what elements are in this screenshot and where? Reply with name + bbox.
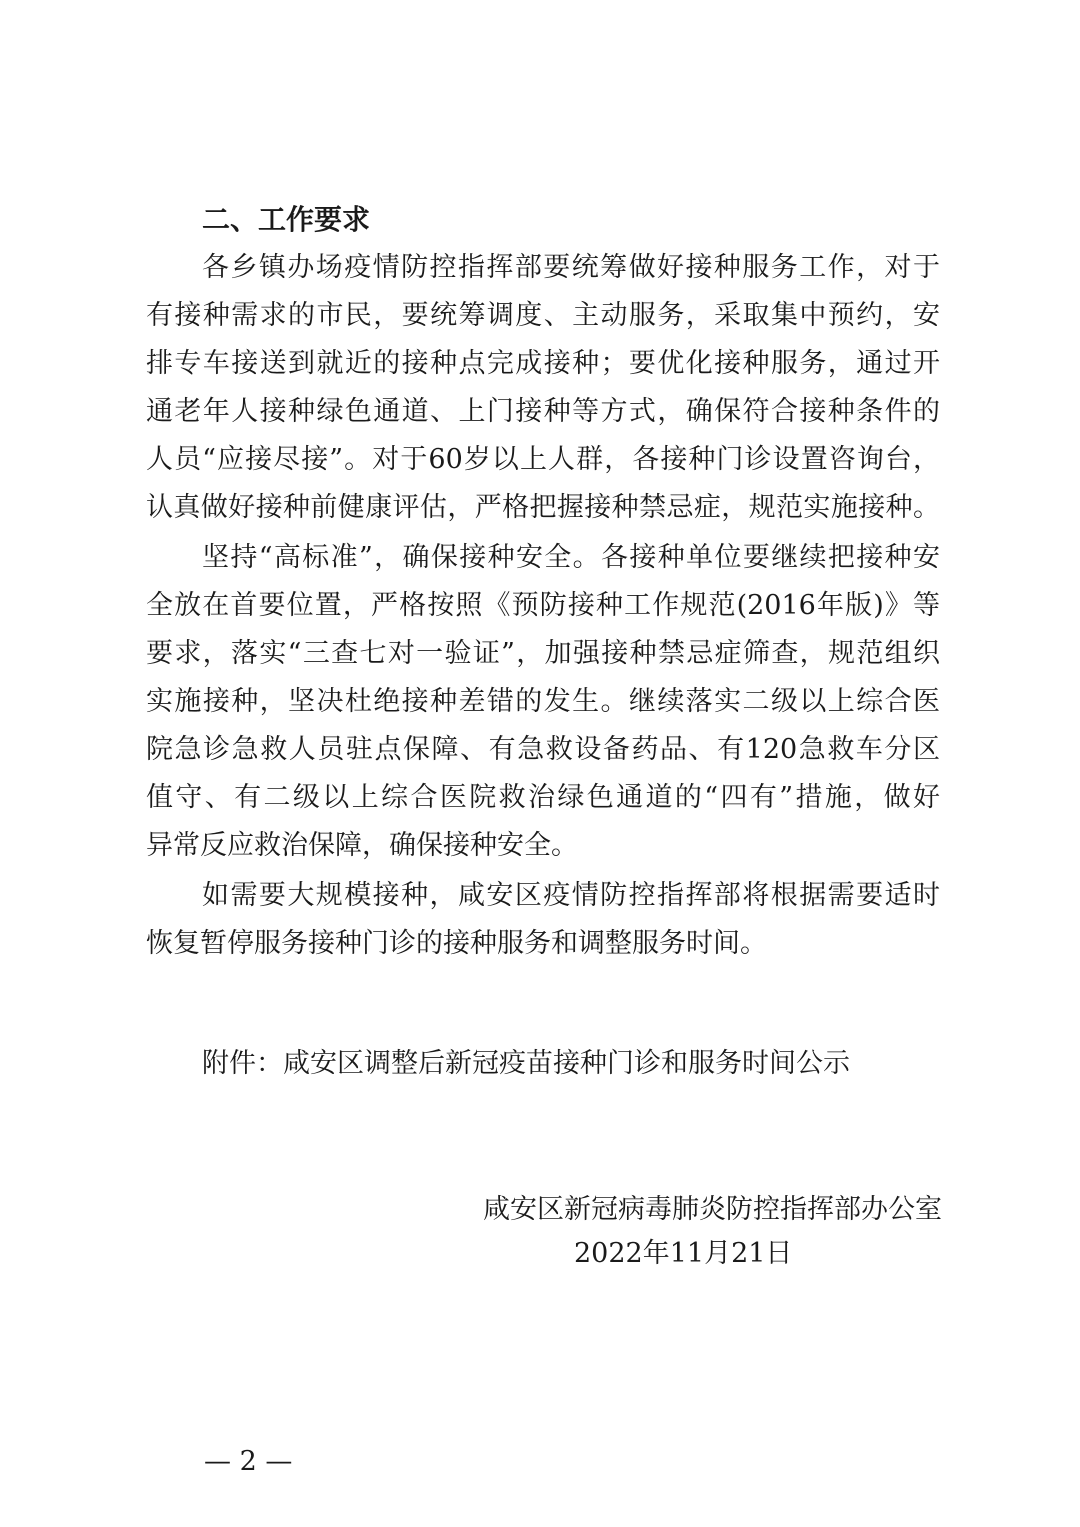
paragraph-3-line-2: 恢复暂停服务接种门诊的接种服务和调整服务时间。	[146, 928, 767, 959]
paragraph-2-line-5: 院急诊急救人员驻点保障、有急救设备药品、有120急救车分区	[146, 734, 940, 765]
paragraph-1-line-5: 人员“应接尽接”。对于60岁以上人群，各接种门诊设置咨询台，	[146, 444, 940, 475]
issue-date: 2022年11月21日	[574, 1238, 793, 1269]
paragraph-2-line-6: 值守、有二级以上综合医院救治绿色通道的“四有”措施，做好	[146, 782, 940, 813]
attachment-note: 附件：咸安区调整后新冠疫苗接种门诊和服务时间公示	[202, 1048, 850, 1079]
paragraph-2-line-2: 全放在首要位置，严格按照《预防接种工作规范(2016年版)》等	[146, 590, 940, 621]
paragraph-2-line-7: 异常反应救治保障，确保接种安全。	[146, 830, 578, 861]
paragraph-1-line-6: 认真做好接种前健康评估，严格把握接种禁忌症，规范实施接种。	[146, 492, 940, 523]
paragraph-1-line-4: 通老年人接种绿色通道、上门接种等方式，确保符合接种条件的	[146, 396, 940, 427]
issuer-signature: 咸安区新冠病毒肺炎防控指挥部办公室	[483, 1194, 942, 1225]
paragraph-1-line-2: 有接种需求的市民，要统筹调度、主动服务，采取集中预约，安	[146, 300, 940, 331]
section-heading: 二、工作要求	[202, 203, 371, 236]
paragraph-3-line-1: 如需要大规模接种，咸安区疫情防控指挥部将根据需要适时	[202, 880, 940, 911]
paragraph-2-line-3: 要求，落实“三查七对一验证”，加强接种禁忌症筛查，规范组织	[146, 638, 940, 669]
paragraph-2-line-1: 坚持“高标准”，确保接种安全。各接种单位要继续把接种安	[202, 542, 940, 573]
paragraph-1-line-3: 排专车接送到就近的接种点完成接种；要优化接种服务，通过开	[146, 348, 940, 379]
paragraph-1-line-1: 各乡镇办场疫情防控指挥部要统筹做好接种服务工作，对于	[202, 252, 940, 283]
page-number: — 2 —	[204, 1446, 293, 1477]
paragraph-2-line-4: 实施接种，坚决杜绝接种差错的发生。继续落实二级以上综合医	[146, 686, 940, 717]
